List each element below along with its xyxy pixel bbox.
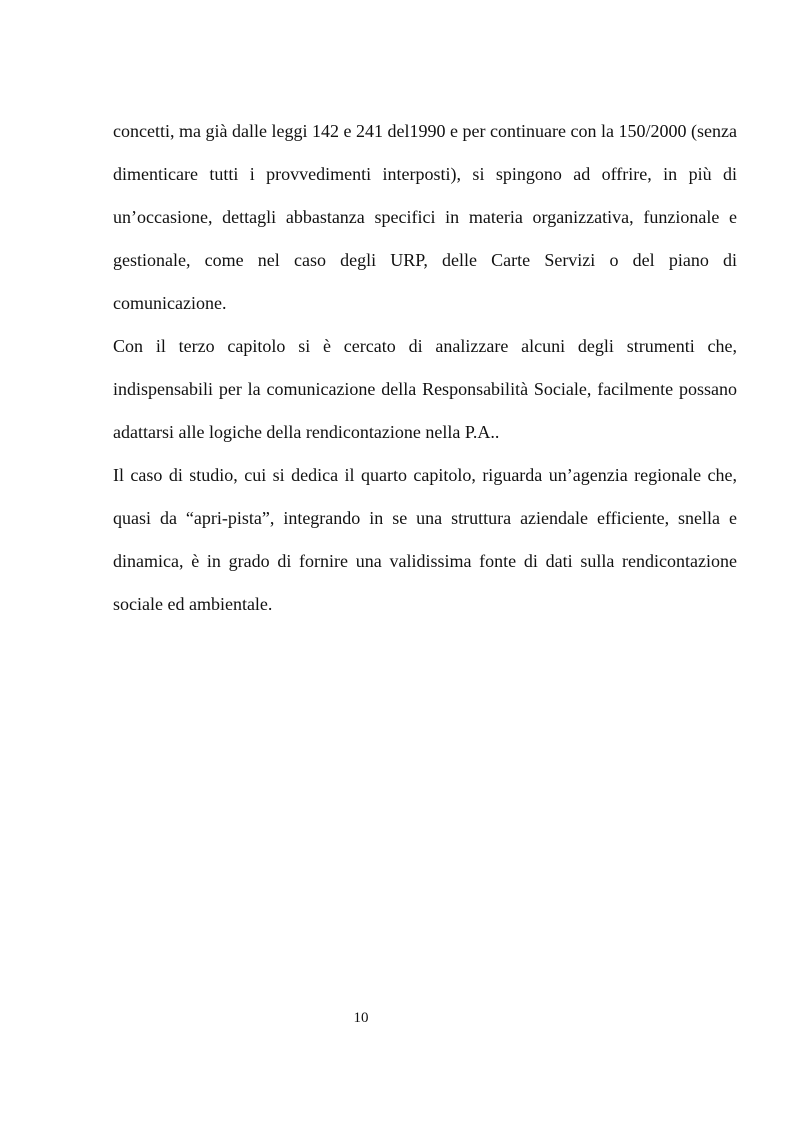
paragraph-1: concetti, ma già dalle leggi 142 e 241 del1990 e per continuare con la 150/2000 (senza dimenticare tutti i provvedimenti interposti), si spingono ad offrire, in più di un’occasione, dettagli abbastanza specifici in materia organizzativa, funzionale e gestionale, come nel caso degli URP, delle Carte Servizi o del piano di comunicazione.	[113, 121, 737, 313]
paragraph-3: Il caso di studio, cui si dedica il quarto capitolo, riguarda un’agenzia regionale che, quasi da “apri-pista”, integrando in se una struttura aziendale efficiente, snella e dinamica, è in grado di fornire una validissima fonte di dati sulla rendicontazione sociale ed ambientale.	[113, 465, 737, 614]
page-number: 10	[353, 1010, 369, 1026]
paragraph-2: Con il terzo capitolo si è cercato di analizzare alcuni degli strumenti che, indispensabili per la comunicazione della Responsabilità Sociale, facilmente possano adattarsi alle logiche della rendicontazione nella P.A..	[113, 336, 737, 442]
body-text	[113, 110, 737, 626]
